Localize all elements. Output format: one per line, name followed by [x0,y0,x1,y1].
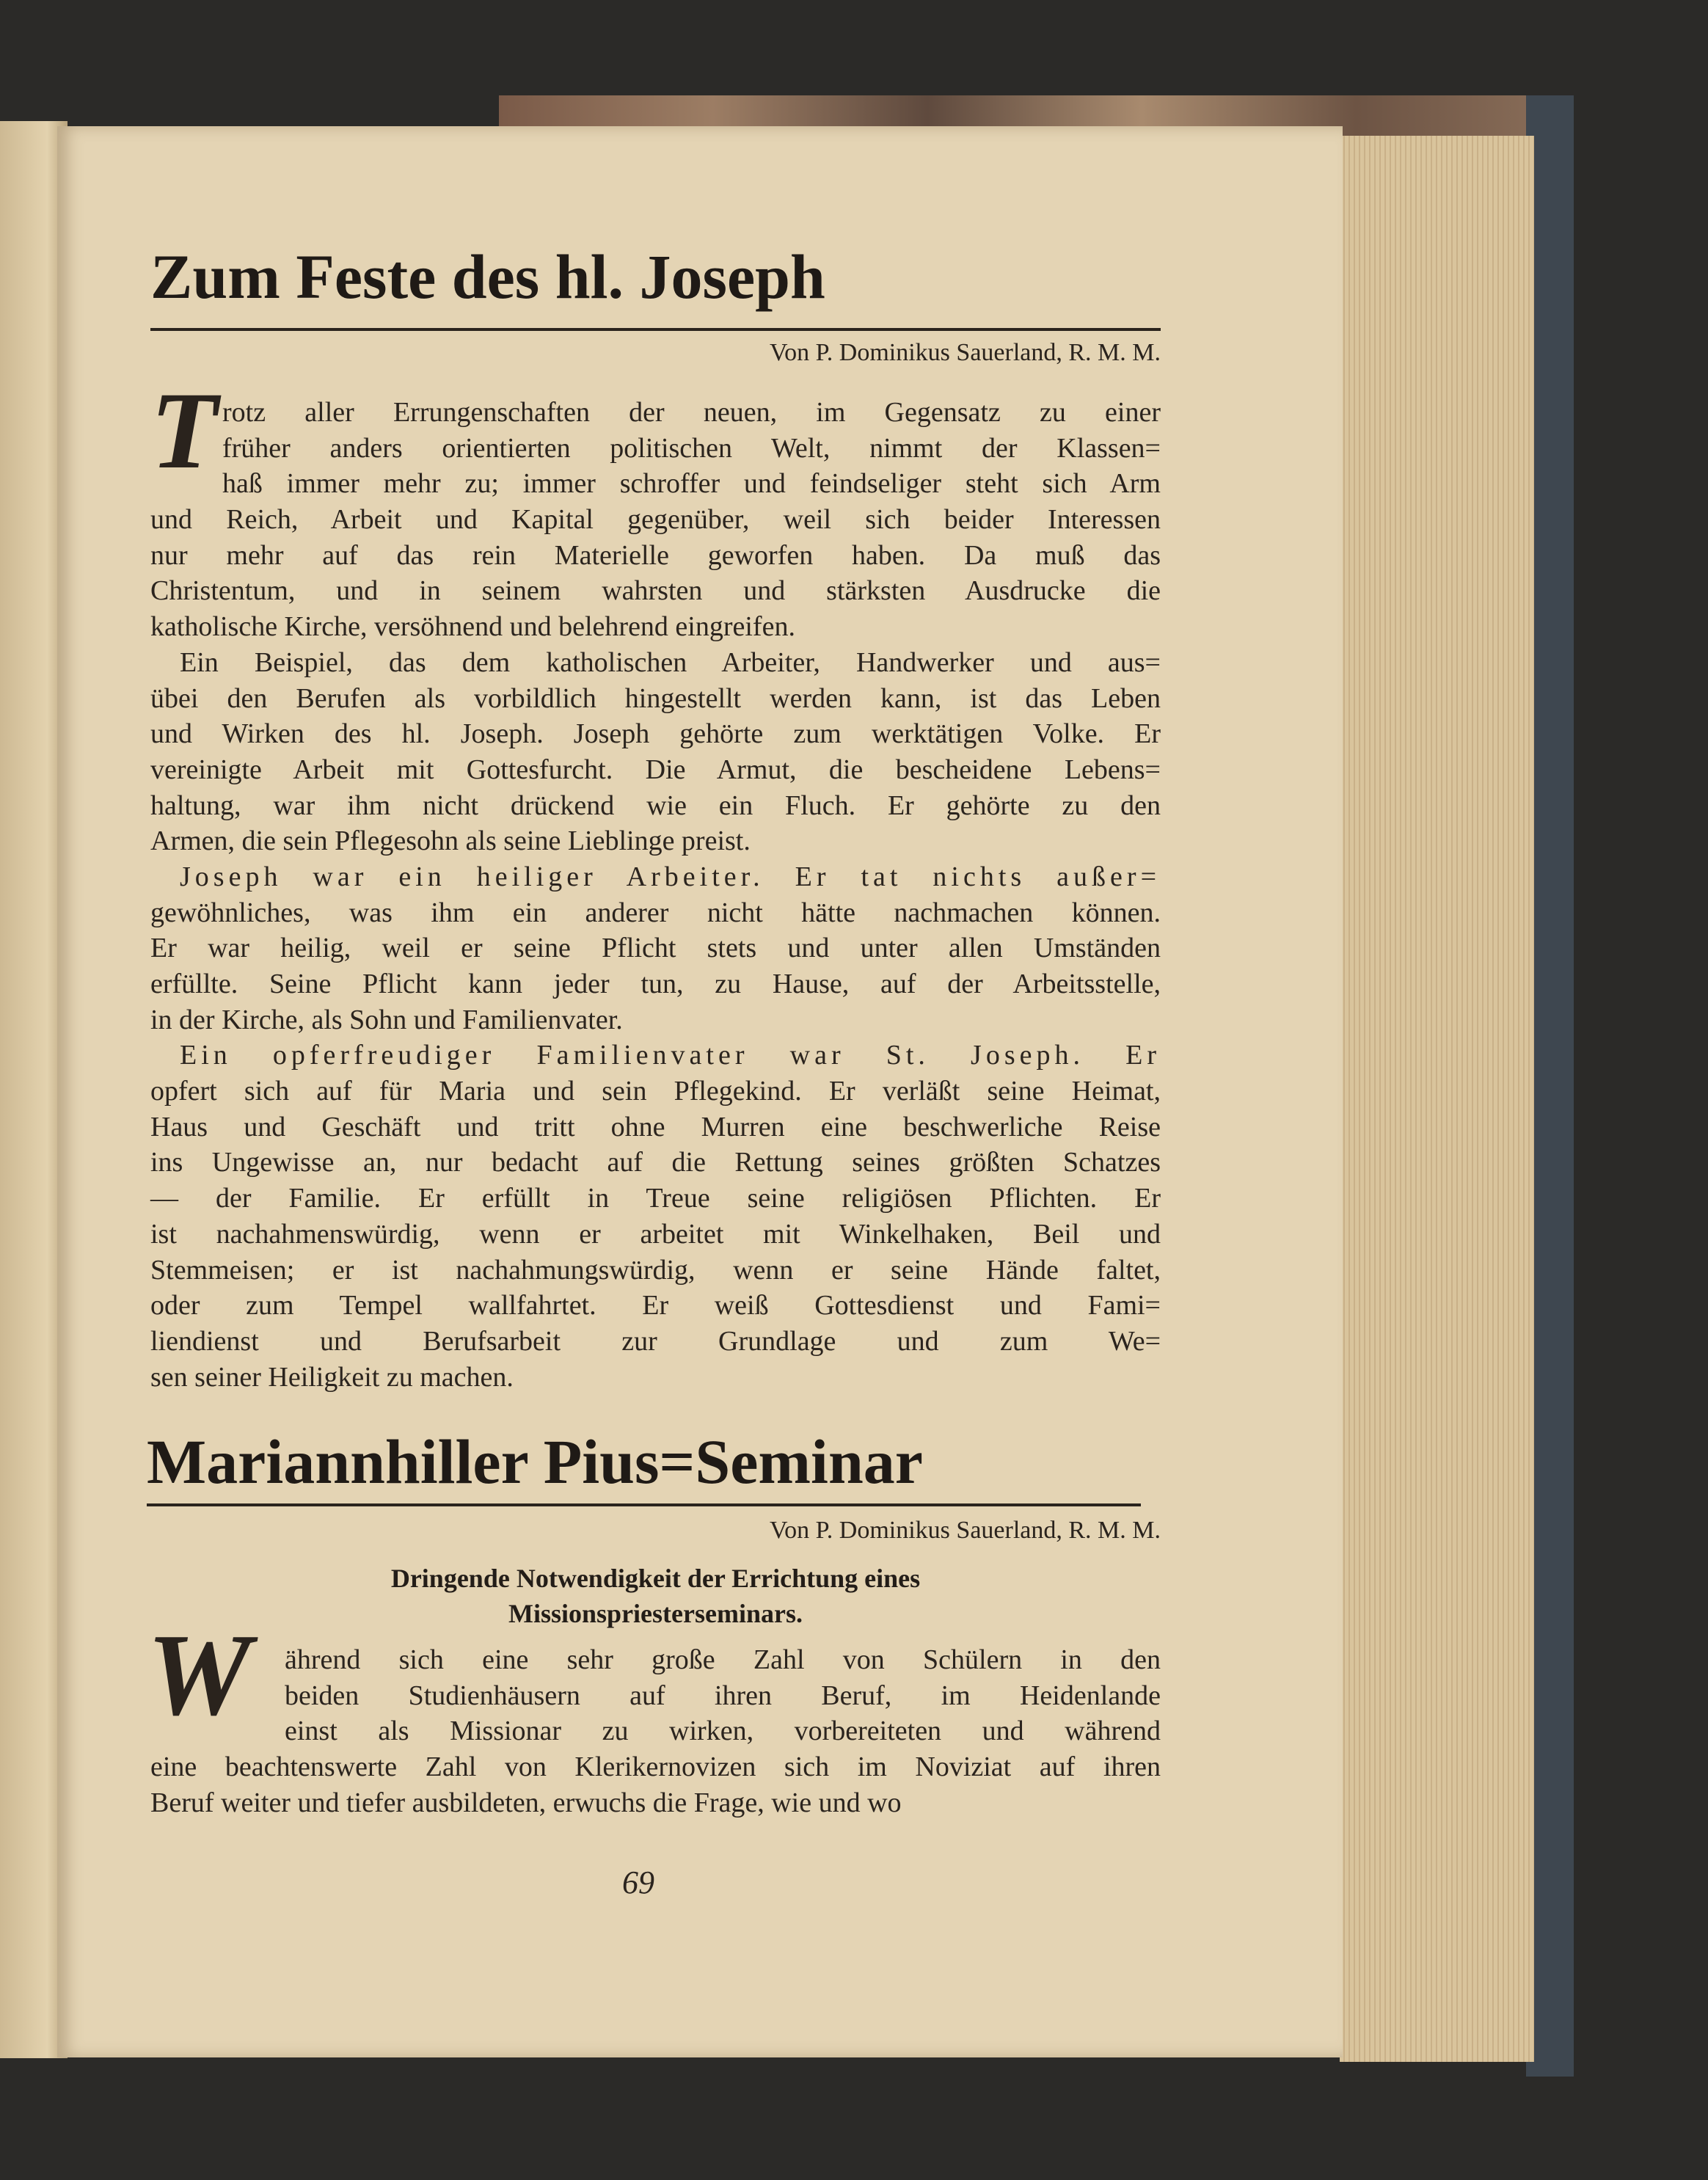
text-line: Ein Beispiel, das dem katholischen Arbeiter, Handwerker und aus= [180,646,1161,678]
text-line: ährend sich eine sehr große Zahl von Schülern in den [285,1644,1161,1675]
subtitle-line: Dringende Notwendigkeit der Errichtung eines [390,1564,921,1593]
article-body [150,395,1161,1395]
page-number: 69 [622,1864,654,1900]
text-line: rotz aller Errungenschaften der neuen, im Gegensatz zu einer [222,397,1161,428]
text-line: übei den Berufen als vorbildlich hingestellt werden kann, ist das Leben [150,682,1161,714]
text-line: oder zum Tempel wallfahrtet. Er weiß Gottesdienst und Fami= [150,1290,1161,1322]
title-rule [147,1503,1141,1506]
text-line: erfüllte. Seine Pflicht kann jeder tun, zu Hause, auf der Arbeitsstelle, [150,969,1161,999]
text-line: früher anders orientierten politischen Welt, nimmt der Klassen= [222,432,1161,464]
text-line: Christentum, und in seinem wahrsten und stärksten Ausdrucke die [150,575,1161,607]
article-author: Von P. Dominikus Sauerland, R. M. M. [769,1517,1161,1544]
text-line: Joseph war ein heiliger Arbeiter. Er tat nichts außer= [180,861,1161,892]
text-line: liendienst und Berufsarbeit zur Grundlage und zum We= [150,1325,1161,1357]
article-title: Zum Feste des hl. Joseph [150,241,825,312]
text-line: Armen, die sein Pflegesohn als seine Lieblinge preist. [150,825,751,857]
text-line: beiden Studienhäusern auf ihren Beruf, im Heidenlande [285,1680,1161,1711]
article-body [150,1642,1161,1820]
text-line: nur mehr auf das rein Materielle geworfen haben. Da muß das [150,539,1161,571]
text-line: ist nachahmenswürdig, wenn er arbeitet mit Winkelhaken, Beil und [150,1218,1161,1250]
text-line: einst als Missionar zu wirken, vorbereiteten und während [285,1716,1161,1747]
text-line: ins Ungewisse an, nur bedacht auf die Rettung seines größten Schatzes [150,1147,1161,1178]
book-page [57,126,1343,2057]
article-author: Von P. Dominikus Sauerland, R. M. M. [769,339,1161,366]
text-line: haltung, war ihm nicht drückend wie ein Fluch. Er gehörte zu den [150,790,1161,821]
text-line: in der Kirche, als Sohn und Familienvater. [150,1004,623,1035]
text-line: katholische Kirche, versöhnend und belehrend eingreifen. [150,611,795,643]
page-stack-edges [1340,136,1534,2062]
text-line: Stemmeisen; er ist nachahmungswürdig, wenn er seine Hände faltet, [150,1254,1161,1286]
text-line: Beruf weiter und tiefer ausbildeten, erwuchs die Frage, wie und wo [150,1787,902,1818]
text-line: vereinigte Arbeit mit Gottesfurcht. Die Armut, die bescheidene Lebens= [150,754,1161,785]
subtitle-line: Missionspriesterseminars. [508,1599,803,1628]
text-line: sen seiner Heiligkeit zu machen. [150,1361,514,1393]
text-line: Haus und Geschäft und tritt ohne Murren eine beschwerliche Reise [150,1111,1161,1142]
drop-cap: T [150,370,218,492]
text-line: Ein opferfreudiger Familienvater war St. Joseph. Er [180,1040,1161,1071]
text-line: und Wirken des hl. Joseph. Joseph gehörte zum werktätigen Volke. Er [150,718,1161,750]
title-rule [150,328,1161,331]
text-line: eine beachtenswerte Zahl von Klerikernovizen sich im Noviziat auf ihren [150,1751,1161,1783]
text-line: gewöhnliches, was ihm ein anderer nicht hätte nachmachen können. [150,897,1161,928]
article-subtitle [150,1561,1161,1631]
text-line: haß immer mehr zu; immer schroffer und feindseliger steht sich Arm [222,468,1161,500]
drop-cap: W [147,1609,252,1740]
text-line: opfert sich auf für Maria und sein Pflegekind. Er verläßt seine Heimat, [150,1076,1161,1107]
text-line: — der Familie. Er erfüllt in Treue seine religiösen Pflichten. Er [150,1183,1161,1214]
article-title: Mariannhiller Pius=Seminar [147,1426,923,1497]
text-line: Er war heilig, weil er seine Pflicht stets und unter allen Umständen [150,933,1161,964]
text-line: und Reich, Arbeit und Kapital gegenüber, weil sich beider Interessen [150,504,1161,536]
